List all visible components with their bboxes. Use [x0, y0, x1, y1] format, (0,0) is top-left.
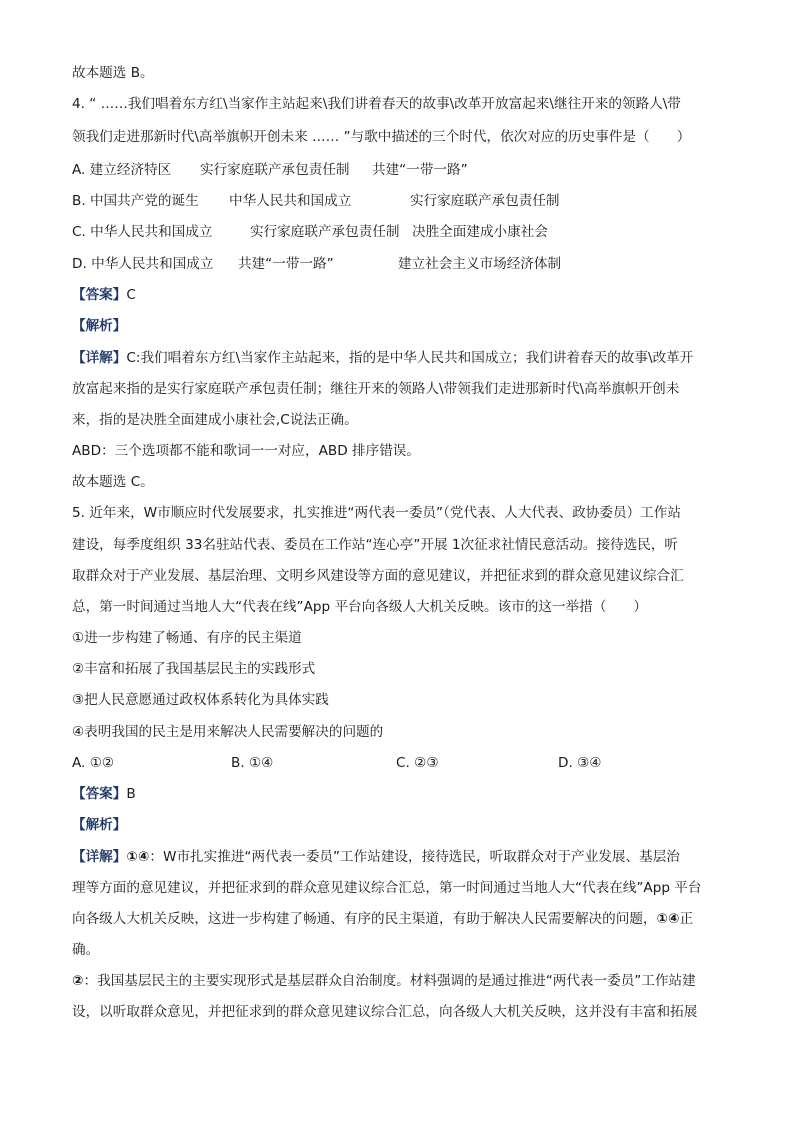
analysis-label: 【解析】: [72, 817, 127, 833]
answer-line: [72, 784, 727, 804]
option-part: B. 中国共产党的诞生: [72, 193, 199, 209]
question-5-stem: 取群众对于产业发展、基层治理、文明乡风建设等方面的意见建议，并把征求到的群众意见建议综合汇: [72, 568, 684, 584]
question-5-stem: 建设，每季度组织 33名驻站代表、委员在工作站“连心亭”开展 1次征求社情民意活动。接待选民，听: [72, 537, 679, 553]
detail-text: 向各级人大机关反映，这进一步构建了畅通、有序的民主渠道，有助于解决人民需要解决的问题，: [72, 911, 657, 927]
detail-lead: ①④: [126, 849, 150, 865]
detail-line: ABD：三个选项都不能和歌词一一对应，ABD 排序错误。: [72, 443, 420, 459]
question-5-stem: 5. 近年来，W市顺应时代发展要求，扎实推进“两代表一委员”（党代表、人大代表、政协委员）工作站: [72, 505, 681, 521]
choice-d: D. ③④: [558, 755, 602, 771]
option-part: 实行家庭联产承包责任制: [200, 162, 350, 178]
statement-item: ③把人民意愿通过政权体系转化为具体实践: [72, 692, 329, 708]
question-5-stem: 总，第一时间通过当地人大“代表在线”App 平台向各级人大机关反映。该市的这一举措（ ）: [72, 599, 648, 615]
option-part: 共建“一带一路”: [372, 162, 468, 178]
analysis-tag: [72, 316, 727, 336]
detail-lead: ②: [72, 973, 84, 989]
option-part: 实行家庭联产承包责任制: [250, 224, 400, 240]
answer-line: [72, 285, 727, 305]
answer-value: C: [126, 287, 136, 303]
option-part: D. 中华人民共和国成立: [72, 256, 214, 272]
question-4-stem: 领我们走进那新时代\高举旗帜开创未来 …… ”与歌中描述的三个时代，依次对应的历史事件是（ ）: [72, 129, 691, 145]
detail-text: ：W市扎实推进“两代表一委员”工作站建设，接待选民，听取群众对于产业发展、基层治: [149, 849, 680, 865]
detail-text: ：我国基层民主的主要实现形式是基层群众自治制度。材料强调的是通过推进“两代表一委员”工作站建: [83, 973, 696, 989]
question-4-stem: 4. “ ……我们唱着东方红\当家作主站起来\我们讲着春天的故事\改革开放富起来\继往开来的领路人\带: [72, 96, 681, 112]
text-line: 故本题选 B。: [72, 65, 154, 81]
answer-tag: 【答案】: [72, 786, 127, 802]
detail-emphasis: ①④: [656, 911, 680, 927]
choice-b: B. ①④: [231, 755, 274, 771]
option-part: 共建“一带一路”: [238, 256, 334, 272]
option-part: 中华人民共和国成立: [229, 193, 352, 209]
detail-line: [72, 971, 727, 991]
detail-line: 设，以听取群众意见，并把征求到的群众意见建议综合汇总，向各级人大机关反映，这并没有丰富和拓展: [72, 1004, 698, 1020]
option-part: A. 建立经济特区: [72, 162, 172, 178]
detail-tag: 【详解】: [72, 849, 127, 865]
choice-a: A. ①②: [72, 755, 115, 771]
analysis-tag: [72, 815, 727, 835]
detail-line: 放富起来指的是实行家庭联产承包责任制；继往开来的领路人\带领我们走进那新时代\高举旗帜开创未: [72, 381, 680, 397]
answer-tag: 【答案】: [72, 287, 127, 303]
option-part: C. 中华人民共和国成立: [72, 224, 213, 240]
statement-item: ①进一步构建了畅通、有序的民主渠道: [72, 630, 302, 646]
choice-c: C. ②③: [396, 755, 439, 771]
detail-line: 来，指的是决胜全面建成小康社会,C说法正确。: [72, 412, 358, 428]
detail-line: [72, 909, 727, 929]
detail-line: [72, 847, 727, 867]
statement-item: ④表明我国的民主是用来解决人民需要解决的问题的: [72, 724, 384, 740]
detail-line: 理等方面的意见建议，并把征求到的群众意见建议综合汇总，第一时间通过当地人大“代表在线”App 平台: [72, 880, 702, 896]
analysis-label: 【解析】: [72, 318, 127, 334]
option-part: 实行家庭联产承包责任制: [410, 193, 560, 209]
option-part: 决胜全面建成小康社会: [412, 224, 548, 240]
detail-line: 确。: [72, 942, 100, 958]
statement-item: ②丰富和拓展了我国基层民主的实践形式: [72, 661, 316, 677]
answer-value: B: [126, 786, 136, 802]
detail-line: [72, 348, 727, 368]
detail-line: 故本题选 C。: [72, 474, 154, 490]
detail-text: 正: [679, 911, 694, 927]
detail-tag: 【详解】: [72, 350, 127, 366]
option-part: 建立社会主义市场经济体制: [398, 256, 562, 272]
detail-text: C:我们唱着东方红\当家作主站起来，指的是中华人民共和国成立；我们讲着春天的故事\改革开: [126, 350, 694, 366]
